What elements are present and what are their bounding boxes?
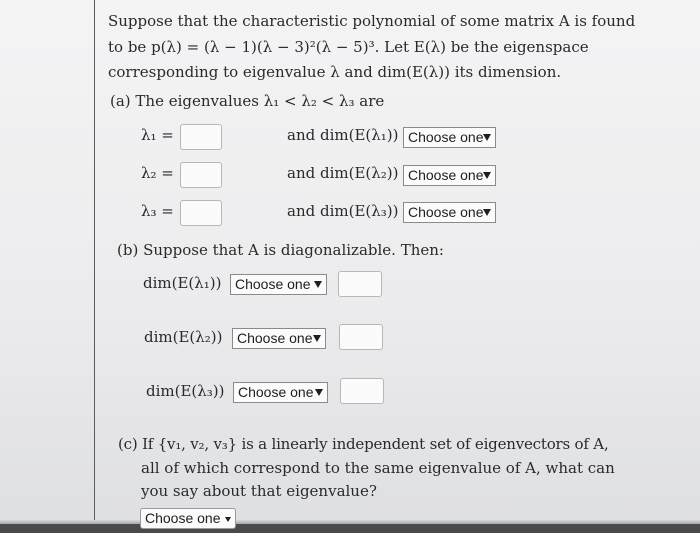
intro-line-3: corresponding to eigenvalue λ and dim(E(λ)) its dimension.: [108, 63, 562, 81]
b-dim-lambda1-select-value: Choose one: [235, 276, 311, 292]
intro-line-2: to be p(λ) = (λ − 1)(λ − 3)²(λ − 5)³. Let E(λ) be the eigenspace: [108, 38, 589, 56]
dropdown-arrow-icon: [313, 335, 321, 342]
page-margin-line: [94, 0, 95, 533]
lambda3-label: λ₃ =: [141, 202, 174, 220]
lambda1-answer-input[interactable]: [180, 124, 222, 150]
dim-lambda1-select[interactable]: [403, 127, 496, 148]
dropdown-arrow-icon: [315, 389, 323, 396]
dim-lambda3-select-value: Choose one: [408, 204, 484, 220]
dim-lambda2-label: and dim(E(λ₂)): [287, 164, 399, 182]
part-c-select-value: Choose one: [145, 510, 221, 526]
b-dim-lambda3-select-value: Choose one: [238, 384, 314, 400]
b-dim-lambda2-label: dim(E(λ₂)): [144, 328, 223, 346]
part-c-line-2: all of which correspond to the same eigenvalue of A, what can: [141, 459, 615, 477]
b-dim-lambda1-label: dim(E(λ₁)): [143, 274, 222, 292]
part-c-select[interactable]: [140, 508, 236, 529]
dropdown-arrow-icon: [225, 517, 231, 522]
part-a-heading: (a) The eigenvalues λ₁ < λ₂ < λ₃ are: [110, 92, 385, 110]
dropdown-arrow-icon: [483, 209, 491, 216]
dim-lambda1-label: and dim(E(λ₁)): [287, 126, 399, 144]
intro-line-1: Suppose that the characteristic polynomial of some matrix A is found: [108, 12, 636, 30]
lambda3-answer-input[interactable]: [180, 200, 222, 226]
b-dim-lambda3-label: dim(E(λ₃)): [146, 382, 225, 400]
lambda2-label: λ₂ =: [141, 164, 174, 182]
dim-lambda2-select-value: Choose one: [408, 167, 484, 183]
b-dim-lambda2-answer-input[interactable]: [339, 324, 383, 350]
dim-lambda3-label: and dim(E(λ₃)): [287, 202, 399, 220]
lambda1-label: λ₁ =: [141, 126, 174, 144]
dropdown-arrow-icon: [314, 281, 322, 288]
dropdown-arrow-icon: [483, 172, 491, 179]
part-c-line-3: you say about that eigenvalue?: [141, 482, 377, 500]
part-b-heading: (b) Suppose that A is diagonalizable. Then:: [117, 241, 444, 259]
dim-lambda3-select[interactable]: [403, 202, 496, 223]
b-dim-lambda2-select-value: Choose one: [237, 330, 313, 346]
dim-lambda1-select-value: Choose one: [408, 129, 484, 145]
b-dim-lambda1-answer-input[interactable]: [338, 271, 382, 297]
lambda2-answer-input[interactable]: [180, 162, 222, 188]
b-dim-lambda1-select[interactable]: [230, 274, 327, 295]
b-dim-lambda3-select[interactable]: [233, 382, 328, 403]
b-dim-lambda2-select[interactable]: [232, 328, 326, 349]
dim-lambda2-select[interactable]: [403, 165, 496, 186]
part-c-line-1: (c) If {v₁, v₂, v₃} is a linearly independent set of eigenvectors of A,: [118, 435, 609, 453]
desk-shadow: [0, 524, 700, 533]
b-dim-lambda3-answer-input[interactable]: [340, 378, 384, 404]
dropdown-arrow-icon: [483, 134, 491, 141]
